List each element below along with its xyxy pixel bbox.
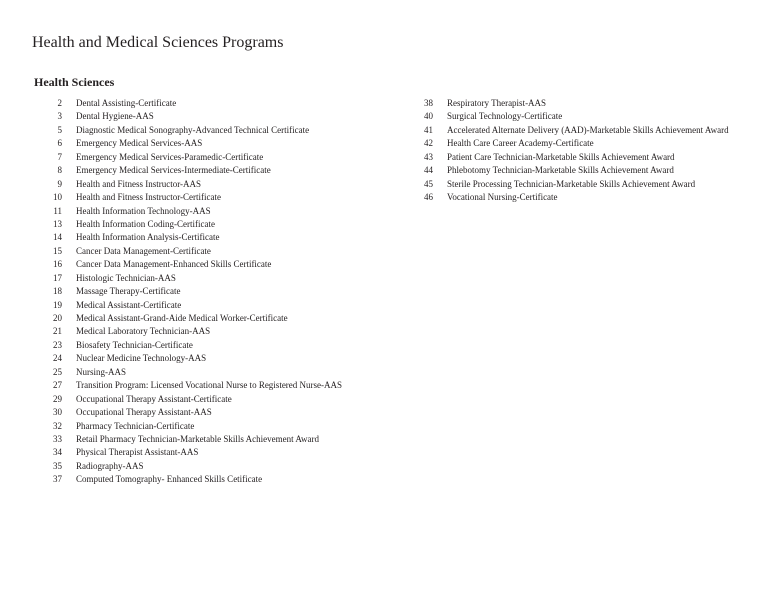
- page-number: 29: [53, 393, 62, 404]
- program-name: Sterile Processing Technician-Marketable Skills Achievement Award: [447, 178, 696, 189]
- program-name: Emergency Medical Services-AAS: [76, 138, 203, 149]
- program-name: Health Care Career Academy-Certificate: [447, 138, 594, 149]
- page-number: 25: [53, 366, 62, 377]
- program-row: [0, 97, 342, 110]
- program-list-left: [0, 97, 342, 487]
- program-row: [0, 433, 342, 446]
- program-row: [0, 325, 342, 338]
- program-row: [380, 191, 729, 204]
- page-number: 42: [424, 138, 433, 149]
- program-row: [380, 164, 729, 177]
- page-number: 20: [53, 313, 62, 323]
- page-number: 2: [57, 98, 62, 108]
- program-row: [0, 164, 342, 177]
- page-number: 24: [53, 353, 62, 364]
- program-name: Biosafety Technician-Certificate: [76, 339, 193, 350]
- page-number: 33: [53, 433, 62, 444]
- program-name: Health Information Coding-Certificate: [76, 218, 215, 229]
- page-number: 45: [424, 178, 433, 189]
- program-row: [0, 218, 342, 231]
- program-row: [0, 339, 342, 352]
- program-name: Respiratory Therapist-AAS: [447, 98, 547, 108]
- program-row: [0, 231, 342, 244]
- program-row: [380, 151, 729, 164]
- program-row: [0, 191, 342, 204]
- page-number: 19: [53, 299, 62, 310]
- page-number: 8: [57, 165, 62, 176]
- program-row: [0, 299, 342, 312]
- page-number: 44: [424, 165, 433, 176]
- page-number: 13: [53, 218, 62, 229]
- program-name: Physical Therapist Assistant-AAS: [76, 447, 199, 458]
- program-name: Vocational Nursing-Certificate: [447, 192, 558, 203]
- program-name: Pharmacy Technician-Certificate: [76, 420, 195, 431]
- program-row: [0, 352, 342, 365]
- page-number: 38: [424, 98, 433, 108]
- program-row: [0, 151, 342, 164]
- program-row: [0, 473, 342, 486]
- page-number: 11: [53, 205, 62, 216]
- page-number: 37: [53, 474, 62, 485]
- program-row: [380, 137, 729, 150]
- program-row: [0, 110, 342, 123]
- program-name: Patient Care Technician-Marketable Skills Achievement Award: [447, 151, 675, 162]
- program-list-right: [380, 97, 729, 205]
- page-number: 5: [57, 124, 62, 135]
- program-name: Health Information Analysis-Certificate: [76, 232, 220, 243]
- program-row: [380, 124, 729, 137]
- program-name: Retail Pharmacy Technician-Marketable Skills Achievement Award: [76, 433, 320, 444]
- program-row: [0, 285, 342, 298]
- page-number: 10: [53, 192, 62, 203]
- program-row: [0, 460, 342, 473]
- program-name: Radiography-AAS: [76, 460, 144, 471]
- program-name: Health and Fitness Instructor-AAS: [76, 178, 202, 189]
- page-number: 3: [57, 111, 62, 122]
- program-row: [0, 406, 342, 419]
- page-number: 6: [57, 138, 62, 149]
- program-name: Emergency Medical Services-Intermediate-Certificate: [76, 165, 271, 176]
- program-name: Medical Assistant-Grand-Aide Medical Worker-Certificate: [76, 313, 288, 323]
- program-name: Cancer Data Management-Certificate: [76, 245, 211, 256]
- program-name: Medical Laboratory Technician-AAS: [76, 326, 211, 337]
- page-number: 40: [424, 111, 433, 122]
- page-number: 41: [424, 124, 433, 135]
- page-number: 34: [53, 447, 62, 458]
- program-row: [0, 393, 342, 406]
- section-title: Health Sciences: [34, 75, 115, 89]
- page-number: 43: [424, 151, 433, 162]
- page-number: 35: [53, 460, 62, 471]
- page-number: 27: [53, 380, 62, 391]
- program-name: Computed Tomography- Enhanced Skills Cetificate: [76, 474, 263, 485]
- program-row: [0, 420, 342, 433]
- program-name: Medical Assistant-Certificate: [76, 299, 182, 310]
- program-name: Surgical Technology-Certificate: [447, 111, 563, 122]
- program-row: [0, 366, 342, 379]
- page-number: 9: [57, 178, 62, 189]
- program-row: [0, 379, 342, 392]
- page-number: 14: [53, 232, 62, 243]
- page-number: 15: [53, 245, 62, 256]
- program-row: [0, 178, 342, 191]
- program-row: [0, 272, 342, 285]
- page-number: 30: [53, 407, 62, 418]
- program-row: [380, 178, 729, 191]
- program-name: Occupational Therapy Assistant-AAS: [76, 407, 212, 418]
- page-number: 23: [53, 339, 62, 350]
- program-name: Diagnostic Medical Sonography-Advanced Technical Certificate: [76, 124, 310, 135]
- page-number: 17: [53, 272, 62, 283]
- program-name: Massage Therapy-Certificate: [76, 286, 181, 297]
- program-name: Emergency Medical Services-Paramedic-Certificate: [76, 151, 264, 162]
- program-row: [0, 124, 342, 137]
- page-number: 46: [424, 192, 433, 203]
- page-number: 32: [53, 420, 62, 431]
- program-name: Health and Fitness Instructor-Certificate: [76, 192, 222, 203]
- program-name: Occupational Therapy Assistant-Certificate: [76, 393, 232, 404]
- program-name: Transition Program: Licensed Vocational Nurse to Registered Nurse-AAS: [76, 380, 343, 391]
- program-name: Accelerated Alternate Delivery (AAD)-Marketable Skills Achievement Award: [447, 124, 729, 135]
- program-name: Dental Assisting-Certificate: [76, 98, 177, 108]
- program-name: Health Information Technology-AAS: [76, 205, 211, 216]
- program-row: [380, 110, 729, 123]
- page-number: 7: [57, 151, 62, 162]
- program-row: [0, 245, 342, 258]
- program-row: [0, 258, 342, 271]
- page-number: 16: [53, 259, 62, 270]
- program-name: Phlebotomy Technician-Marketable Skills Achievement Award: [447, 165, 674, 176]
- page-number: 18: [53, 286, 62, 297]
- program-name: Dental Hygiene-AAS: [76, 111, 154, 122]
- program-name: Nuclear Medicine Technology-AAS: [76, 353, 207, 364]
- program-row: [0, 446, 342, 459]
- page-number: 21: [53, 326, 62, 337]
- program-row: [0, 205, 342, 218]
- page-title: Health and Medical Sciences Programs: [32, 34, 284, 51]
- program-name: Cancer Data Management-Enhanced Skills Certificate: [76, 259, 272, 270]
- program-name: Histologic Technician-AAS: [76, 272, 176, 283]
- program-row: [380, 97, 729, 110]
- program-row: [0, 312, 342, 325]
- program-row: [0, 137, 342, 150]
- program-name: Nursing-AAS: [76, 366, 127, 377]
